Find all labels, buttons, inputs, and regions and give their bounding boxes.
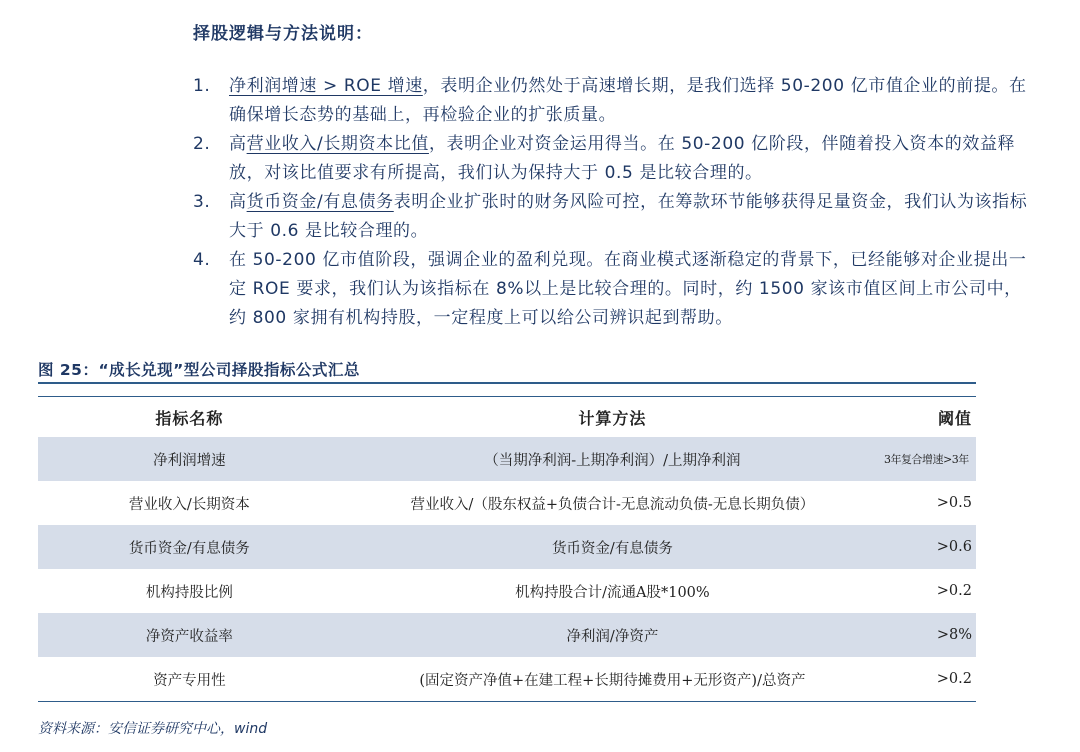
threshold: >0.5 [936, 495, 972, 511]
indicator-name: 机构持股比例 [145, 584, 233, 601]
figure-caption: 图 25：“成长兑现”型公司择股指标公式汇总 [38, 361, 360, 379]
caption-rule [38, 382, 976, 384]
point-key-term: 净利润增速 > ROE 增速 [229, 76, 423, 96]
point-text: 表明企业扩张时的财务风险可控，在筹款环节能够获得足量资金，我们认为该指标大于 0.6 是比较合理的。 [229, 192, 1028, 241]
indicator-table [38, 397, 976, 701]
calc-method: (固定资产净值+在建工程+长期待摊费用+无形资产)/总资产 [419, 672, 806, 689]
calc-method: 货币资金/有息债务 [341, 525, 884, 569]
indicator-name: 营业收入/长期资本 [128, 496, 250, 513]
logic-point-4 [193, 246, 1038, 333]
calc-method: 机构持股合计/流通A股*100% [515, 584, 710, 601]
point-prefix: 高 [229, 134, 247, 154]
table-header-row [38, 397, 976, 437]
threshold: >0.6 [884, 525, 976, 569]
point-text: 在 50-200 亿市值阶段，强调企业的盈利兑现。在商业模式逐渐稳定的背景下，已经能够对企业提出一定 ROE 要求，我们认为该指标在 8%以上是比较合理的。同时，约 1500 家该市值区间上市公司中，约 800 家拥有机构持股，一定程度上可以给公司辨识起到帮助。 [229, 250, 1027, 328]
table-row [38, 657, 976, 701]
threshold: >8% [884, 613, 976, 657]
section-title: 择股逻辑与方法说明： [193, 24, 373, 44]
table-row [38, 481, 976, 525]
table-bottom-rule [38, 701, 976, 702]
table-row [38, 569, 976, 613]
threshold: >0.2 [936, 671, 972, 687]
indicator-name: 净资产收益率 [38, 613, 341, 657]
point-text: ，表明企业对资金运用得当。在 50-200 亿阶段，伴随着投入资本的效益释放，对该比值要求有所提高，我们认为保持大于 0.5 是比较合理的。 [229, 134, 1016, 183]
indicator-name: 货币资金/有息债务 [38, 525, 341, 569]
calc-method: 净利润/净资产 [341, 613, 884, 657]
header-calc-method: 计算方法 [578, 408, 647, 428]
header-indicator-name: 指标名称 [155, 408, 224, 428]
point-number: 2. [193, 134, 211, 154]
indicator-name: 净利润增速 [38, 437, 341, 481]
point-number: 3. [193, 192, 211, 212]
table-row [38, 437, 976, 481]
logic-point-1 [193, 72, 1038, 130]
point-number: 4. [193, 250, 211, 270]
point-number: 1. [193, 76, 211, 96]
table-row [38, 613, 976, 657]
source-note: 资料来源：安信证券研究中心，wind [38, 721, 268, 737]
logic-point-3 [193, 188, 1038, 246]
table-row [38, 525, 976, 569]
header-threshold: 阈值 [937, 408, 972, 428]
point-key-term: 货币资金/有息债务 [246, 192, 394, 212]
point-prefix: 高 [229, 192, 247, 212]
logic-point-2 [193, 130, 1038, 188]
point-text: ，表明企业仍然处于高速增长期，是我们选择 50-200 亿市值企业的前提。在确保增长态势的基础上，再检验企业的扩张质量。 [229, 76, 1027, 125]
point-key-term: 营业收入/长期资本比值 [246, 134, 429, 154]
calc-method: （当期净利润-上期净利润）/上期净利润 [341, 437, 884, 481]
calc-method: 营业收入/（股东权益+负债合计-无息流动负债-无息长期负债） [410, 496, 815, 513]
indicator-name: 资产专用性 [153, 672, 226, 689]
threshold: >0.2 [936, 583, 972, 599]
logic-points-list [193, 72, 1038, 333]
threshold: 3年复合增速>3年 [884, 437, 976, 481]
